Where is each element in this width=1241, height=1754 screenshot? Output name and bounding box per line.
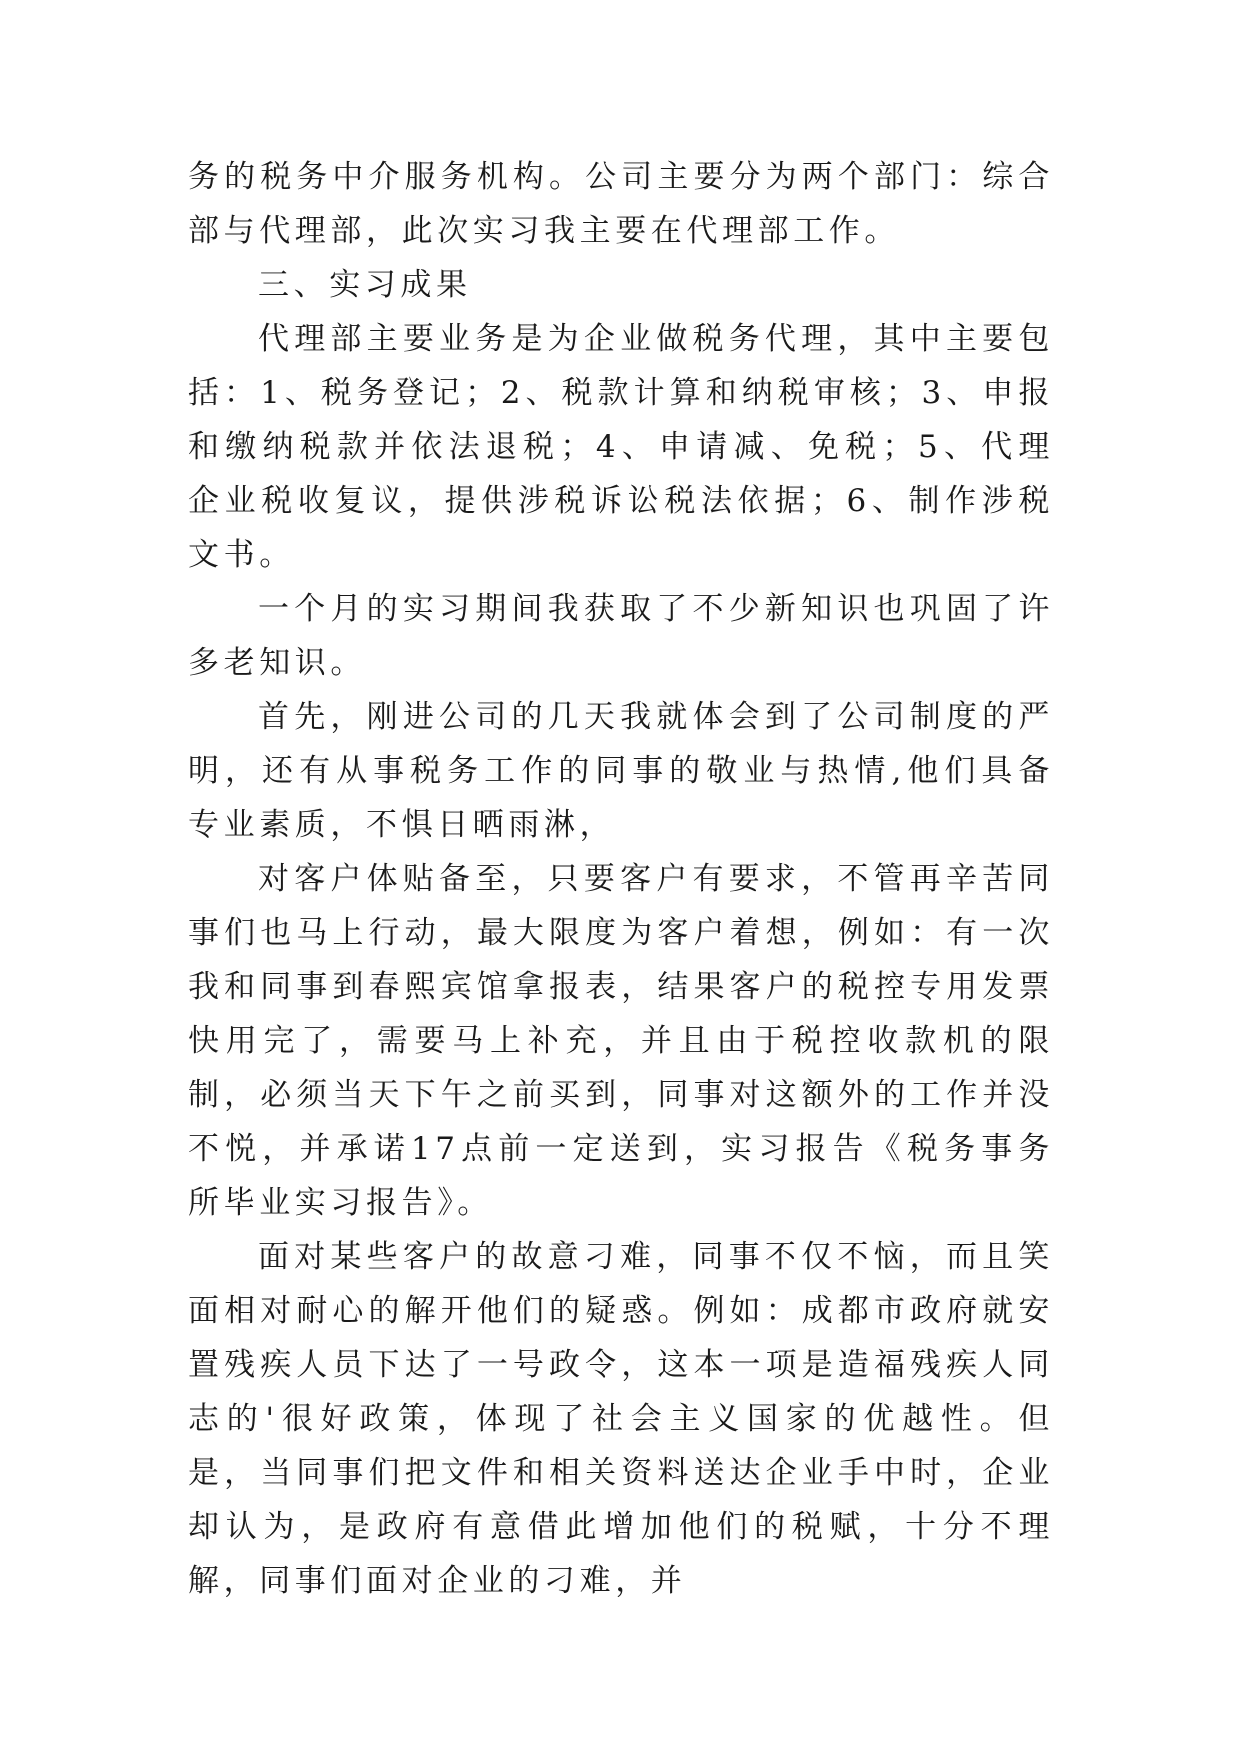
paragraph-knowledge-gained: 一个月的实习期间我获取了不少新知识也巩固了许多老知识。 xyxy=(188,591,1054,681)
paragraph-customer-service-example: 对客户体贴备至，只要客户有要求，不管再辛苦同事们也马上行动，最大限度为客户着想，例如：有一次我和同事到春熙宾馆拿报表，结果客户的税控专用发票快用完了，需要马上补充，并且由于税控收款机的限制，必须当天下午之前买到，同事对这额外的工作并没不悦，并承诺17点前一定送到，实习报告《税务事务所毕业实习报告》。 xyxy=(188,861,1054,1221)
document-body xyxy=(188,150,1054,1608)
section-heading-internship-results: 三、实习成果 xyxy=(258,267,472,303)
paragraph-difficult-clients: 面对某些客户的故意刁难，同事不仅不恼，而且笑面相对耐心的解开他们的疑惑。例如：成都市政府就安置残疾人员下达了一号政令，这本一项是造福残疾人同志的'很好政策，体现了社会主义国家的优越性。但是，当同事们把文件和相关资料送达企业手中时，企业却认为，是政府有意借此增加他们的税赋，十分不理解，同事们面对企业的刁难，并 xyxy=(188,1239,1054,1599)
paragraph-company-discipline: 首先，刚进公司的几天我就体会到了公司制度的严明，还有从事税务工作的同事的敬业与热情,他们具备专业素质，不惧日晒雨淋， xyxy=(188,699,1054,843)
paragraph-intro-continuation: 务的税务中介服务机构。公司主要分为两个部门：综合部与代理部，此次实习我主要在代理部工作。 xyxy=(188,159,1054,249)
paragraph-agency-business: 代理部主要业务是为企业做税务代理，其中主要包括：1、税务登记；2、税款计算和纳税审核；3、申报和缴纳税款并依法退税；4、申请减、免税；5、代理企业税收复议，提供涉税诉讼税法依据；6、制作涉税文书。 xyxy=(188,321,1054,573)
